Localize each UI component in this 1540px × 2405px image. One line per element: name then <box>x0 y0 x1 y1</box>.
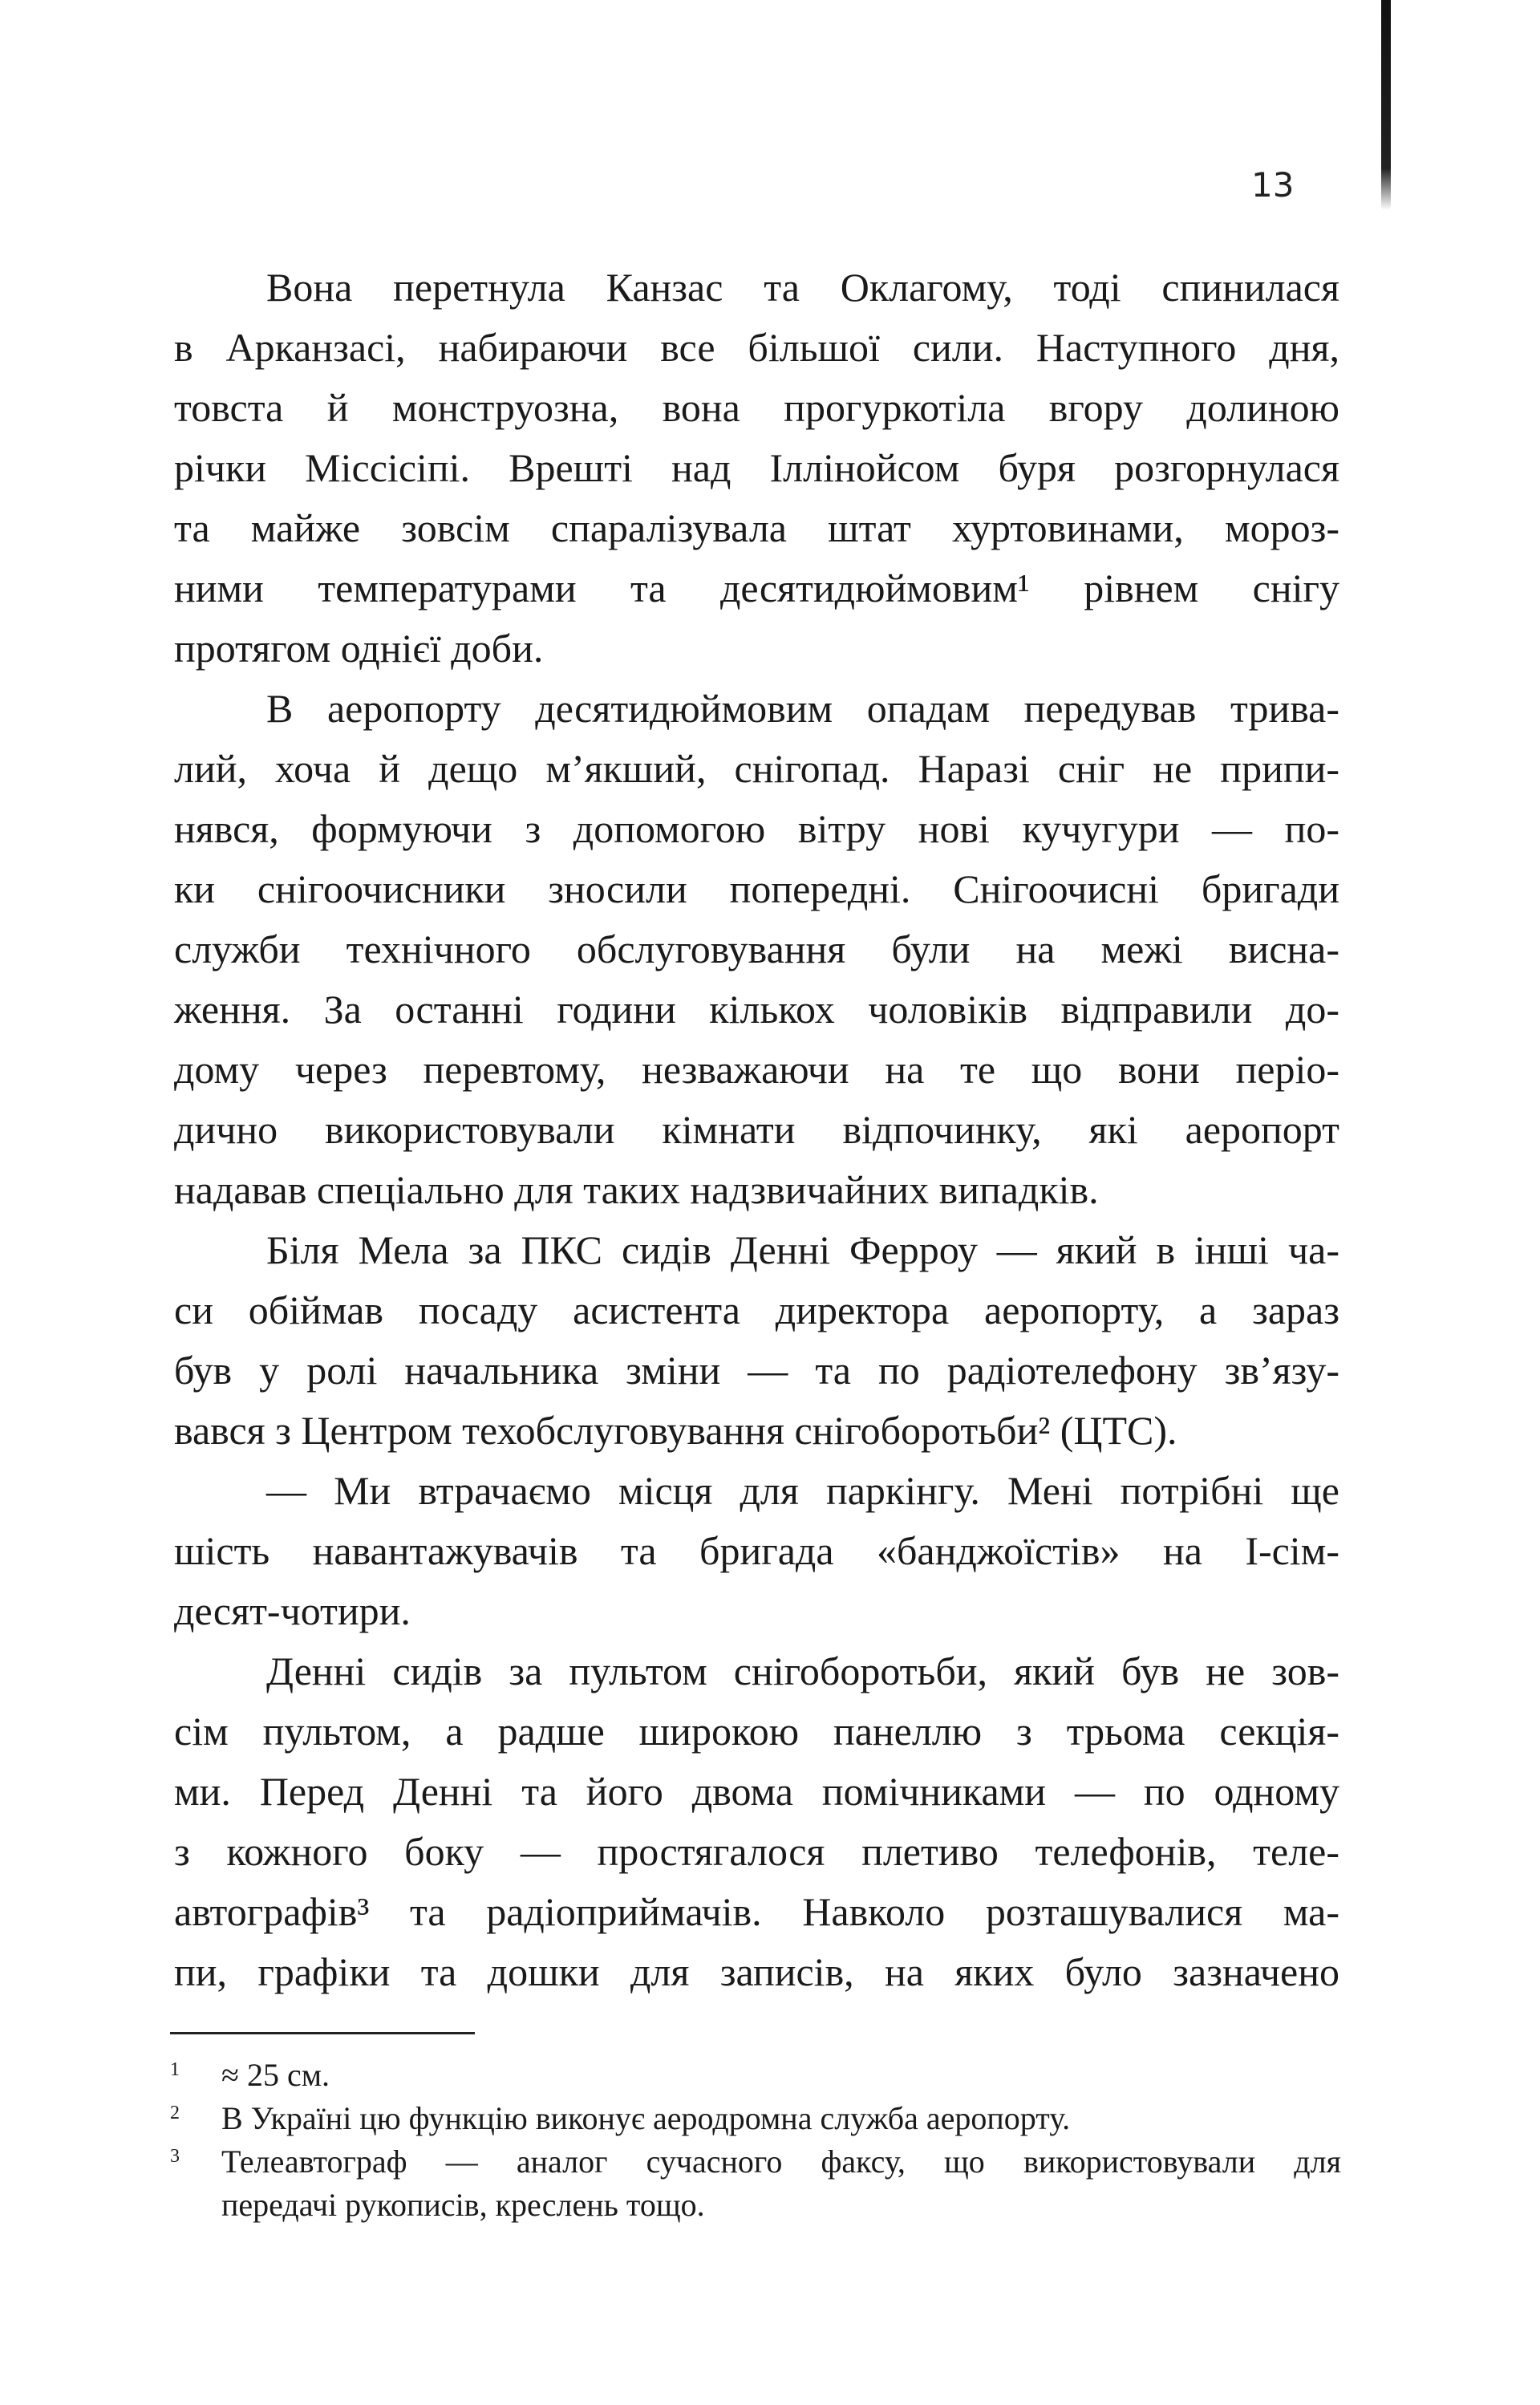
text-line: автографів³ та радіоприймачів. Навколо розташувалися ма- <box>174 1889 1339 1934</box>
paragraph <box>174 1220 1339 1461</box>
paragraph <box>174 679 1339 1220</box>
footnote-line: В Україні цю функцію виконує аеродромна служба аеропорту. <box>221 2100 1071 2136</box>
text-line: дому через перевтому, незважаючи на те що вони періо- <box>174 1047 1339 1092</box>
footnote-text <box>221 2054 1341 2097</box>
text-line: служби технічного обслуговування були на межі висна- <box>174 927 1339 971</box>
footnote-text <box>221 2140 1341 2227</box>
footnote-line: ≈ 25 см. <box>221 2057 330 2093</box>
text-line: був у ролі начальника зміни — та по радіотелефону зв’язу- <box>174 1348 1339 1393</box>
text-line: в Арканзасі, набираючи все більшої сили. Наступного дня, <box>174 325 1339 370</box>
footnote <box>170 2140 1341 2227</box>
text-line: протягом однієї доби. <box>174 626 544 671</box>
text-line: з кожного боку — простягалося плетиво телефонів, теле- <box>174 1829 1339 1874</box>
footnote-number: 3 <box>170 2146 180 2167</box>
paragraph <box>174 1461 1339 1641</box>
text-line: дично використовували кімнати відпочинку, які аеропорт <box>174 1107 1339 1152</box>
text-line: надавав спеціально для таких надзвичайних випадків. <box>174 1167 1099 1212</box>
footnote-number: 2 <box>170 2103 180 2123</box>
footnote-text <box>221 2097 1341 2140</box>
footnote-divider <box>170 2032 475 2034</box>
text-line: ження. За останні години кількох чоловіків відправили до- <box>174 987 1339 1032</box>
text-line: Денні сидів за пультом снігоборотьби, який був не зов- <box>266 1649 1339 1693</box>
text-line: вався з Центром техобслуговування снігоборотьби² (ЦТС). <box>174 1408 1177 1453</box>
text-line: ними температурами та десятидюймовим¹ рівнем снігу <box>174 566 1339 610</box>
footnotes <box>170 2054 1341 2227</box>
text-line: шість навантажувачів та бригада «банджоїстів» на І-сім- <box>174 1528 1339 1573</box>
text-line: пи, графіки та дошки для записів, на яких було зазначено <box>174 1949 1339 1994</box>
text-line: Біля Мела за ПКС сидів Денні Ферроу — який в інші ча- <box>266 1227 1339 1272</box>
footnote-number: 1 <box>170 2059 180 2080</box>
footnote-line: Телеавтограф — аналог сучасного факсу, що використовували для <box>221 2143 1341 2180</box>
text-line: В аеропорту десятидюймовим опадам передував трива- <box>266 686 1339 731</box>
text-line: десят-чотири. <box>174 1588 411 1633</box>
text-line: ки снігоочисники зносили попередні. Снігоочисні бригади <box>174 866 1339 911</box>
page-edge-bar <box>1381 0 1391 210</box>
text-line: та майже зовсім спаралізувала штат хуртовинами, мороз- <box>174 505 1339 550</box>
page-number: 13 <box>1251 165 1295 205</box>
paragraph <box>174 1641 1339 2002</box>
text-line: ми. Перед Денні та його двома помічниками — по одному <box>174 1769 1339 1814</box>
text-line: лий, хоча й дещо м’якший, снігопад. Наразі сніг не припи- <box>174 746 1339 791</box>
text-line: товста й монструозна, вона прогуркотіла вгору долиною <box>174 385 1339 430</box>
text-line: річки Міссісіпі. Врешті над Іллінойсом буря розгорнулася <box>174 445 1339 490</box>
text-line: — Ми втрачаємо місця для паркінгу. Мені потрібні ще <box>266 1468 1339 1513</box>
text-line: си обіймав посаду асистента директора аеропорту, а зараз <box>174 1288 1339 1332</box>
footnote <box>170 2054 1341 2097</box>
body-text <box>174 258 1339 2002</box>
text-line: сім пультом, а радше широкою панеллю з трьома секція- <box>174 1709 1339 1754</box>
paragraph <box>174 258 1339 679</box>
text-line: нявся, формуючи з допомогою вітру нові кучугури — по- <box>174 806 1339 851</box>
text-line: Вона перетнула Канзас та Оклагому, тоді спинилася <box>266 265 1339 310</box>
footnote <box>170 2097 1341 2140</box>
footnote-line: передачі рукописів, креслень тощо. <box>221 2187 705 2223</box>
